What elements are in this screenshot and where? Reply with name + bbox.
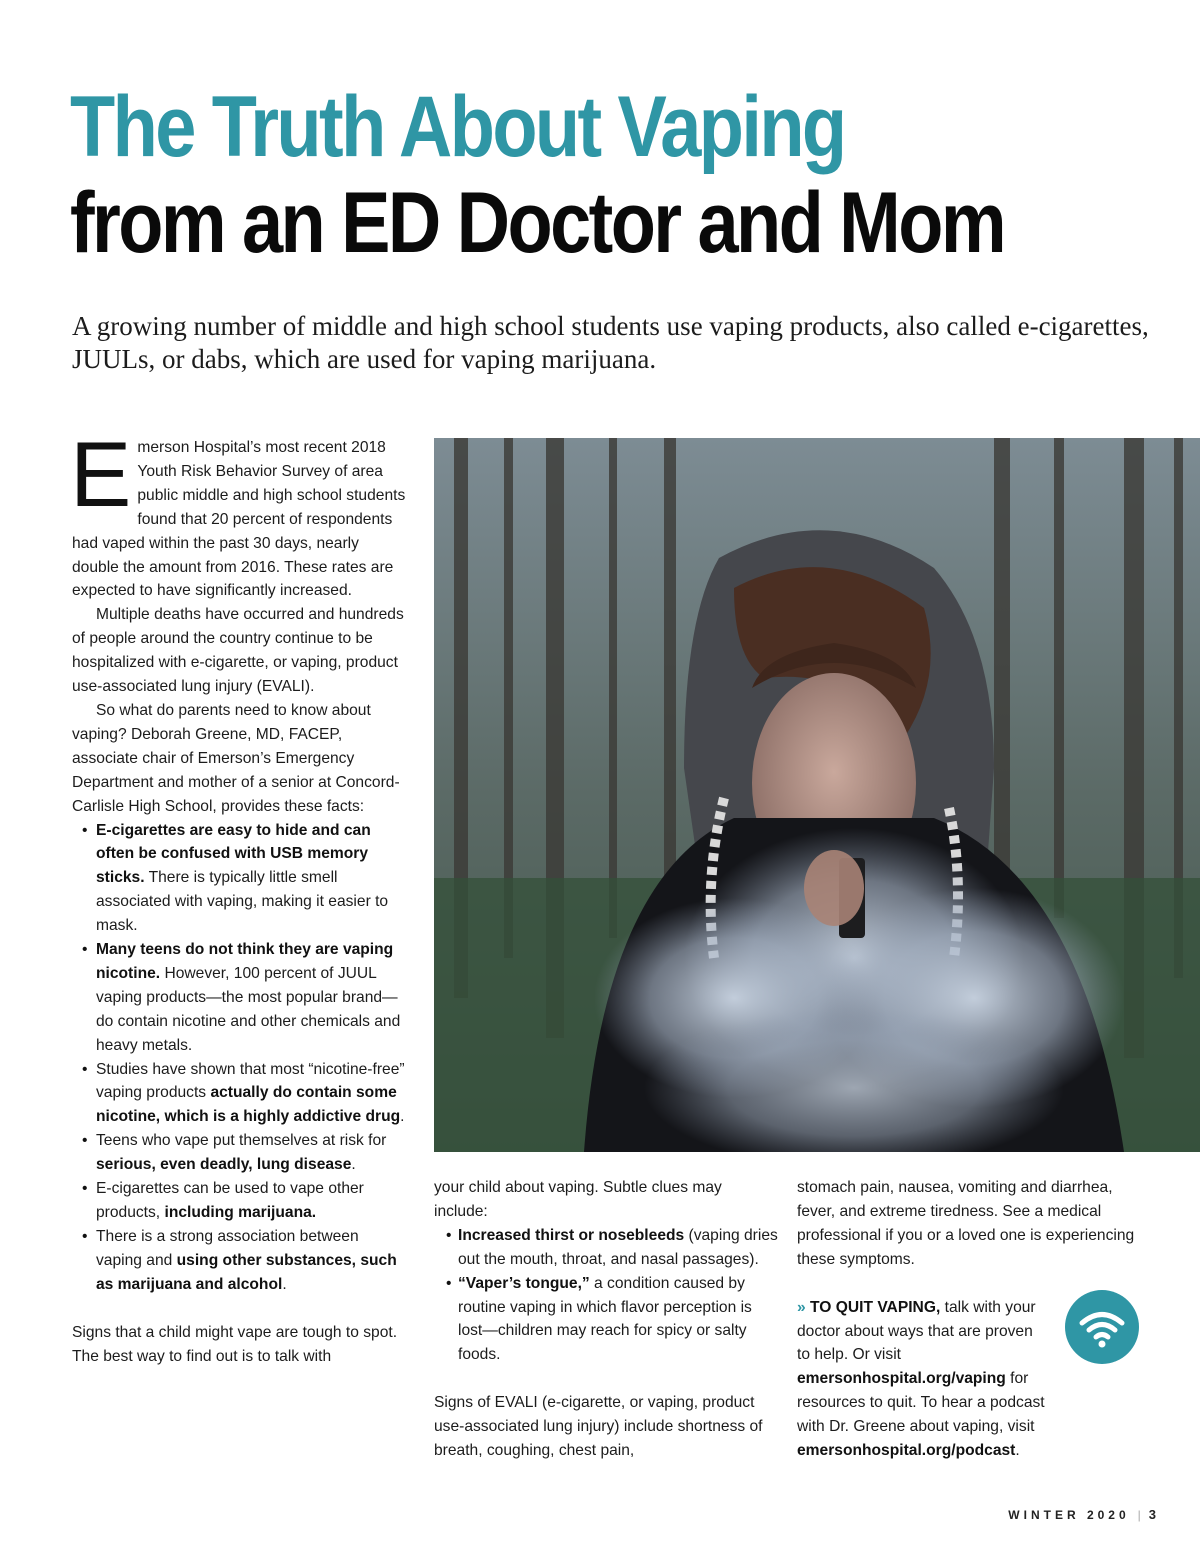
intro-paragraph (70, 424, 408, 603)
paragraph-deaths: Multiple deaths have occurred and hundreds of people around the country continue to be hospitalized with e-cigarette, or vaping, product use-associated lung injury (EVALI). (72, 606, 404, 696)
intro-text: merson Hospital’s most recent 2018 Youth Risk Behavior Survey of area public middle and high school students found that 20 percent of respondents had vaped within the past 30 days, nearly double the amount from 2016. These rates are expected to have significantly increased. (72, 439, 406, 600)
article-column-2 (434, 1176, 779, 1463)
quit-callout: » TO QUIT VAPING, talk with your doctor about ways that are proven to help. Or visit emersonhospital.org/vaping for resources to quit. To hear a podcast with Dr. Greene about vaping, visit emersonhospital.org/podcast. (797, 1298, 1045, 1460)
evali-paragraph-cont: stomach pain, nausea, vomiting and diarrhea, fever, and extreme tiredness. See a medical professional if you or a loved one is experiencing these symptoms. (797, 1179, 1135, 1268)
signs-paragraph-start: Signs that a child might vape are tough to spot. The best way to find out is to talk with (72, 1323, 398, 1365)
wifi-icon (1065, 1290, 1139, 1364)
list-item: • There is a strong association between vaping and using other substances, such as marijuana and alcohol. (72, 1225, 408, 1297)
quit-lead: TO QUIT VAPING, (810, 1298, 941, 1316)
list-item: • “Vaper’s tongue,” a condition caused by routine vaping in which flavor perception is lost—children may reach for spicy or salty foods. (434, 1272, 779, 1368)
deck-intro: A growing number of middle and high school students use vaping products, also called e-cigarettes, JUULs, or dabs, which are used for vaping marijuana. (72, 311, 1149, 374)
drop-cap: E (70, 424, 132, 526)
podcast-link[interactable]: emersonhospital.org/podcast (797, 1442, 1016, 1460)
list-item: • Teens who vape put themselves at risk for serious, even deadly, lung disease. (72, 1129, 408, 1177)
list-item: • Studies have shown that most “nicotine-free” vaping products actually do contain some nicotine, which is a highly addictive drug. (72, 1058, 408, 1130)
paragraph-parents: So what do parents need to know about vaping? Deborah Greene, MD, FACEP, associate chair of Emerson’s Emergency Department and mother of a senior at Concord-Carlisle High School, provides these facts: (72, 701, 400, 815)
facts-list (72, 819, 408, 1297)
list-item: • E-cigarettes can be used to vape other products, including marijuana. (72, 1177, 408, 1225)
headline-line-2: from an ED Doctor and Mom (70, 175, 1005, 271)
evali-paragraph-start: Signs of EVALI (e-cigarette, or vaping, product use-associated lung injury) include shortness of breath, coughing, chest pain, (434, 1394, 763, 1460)
clues-list (434, 1224, 779, 1367)
issue-label: WINTER 2020 (1008, 1508, 1130, 1522)
article-column-1 (70, 424, 408, 1368)
list-item: • E-cigarettes are easy to hide and can often be confused with USB memory sticks. There is typically little smell associated with vaping, making it easier to mask. (72, 819, 408, 939)
chevron-right-icon: » (797, 1298, 806, 1316)
vaping-link[interactable]: emersonhospital.org/vaping (797, 1370, 1006, 1388)
list-item: • Many teens do not think they are vaping nicotine. However, 100 percent of JUUL vaping products—the most popular brand—do contain nicotine and other chemicals and heavy metals. (72, 938, 408, 1058)
teen-vaping-photo (434, 438, 1200, 1152)
page-number: 3 (1148, 1507, 1156, 1522)
signs-paragraph-cont: your child about vaping. Subtle clues may include: (434, 1179, 722, 1220)
headline-line-1: The Truth About Vaping (70, 79, 845, 175)
list-item: • Increased thirst or nosebleeds (vaping dries out the mouth, throat, and nasal passages). (434, 1224, 779, 1272)
page-footer: WINTER 2020 | 3 (1008, 1507, 1156, 1522)
